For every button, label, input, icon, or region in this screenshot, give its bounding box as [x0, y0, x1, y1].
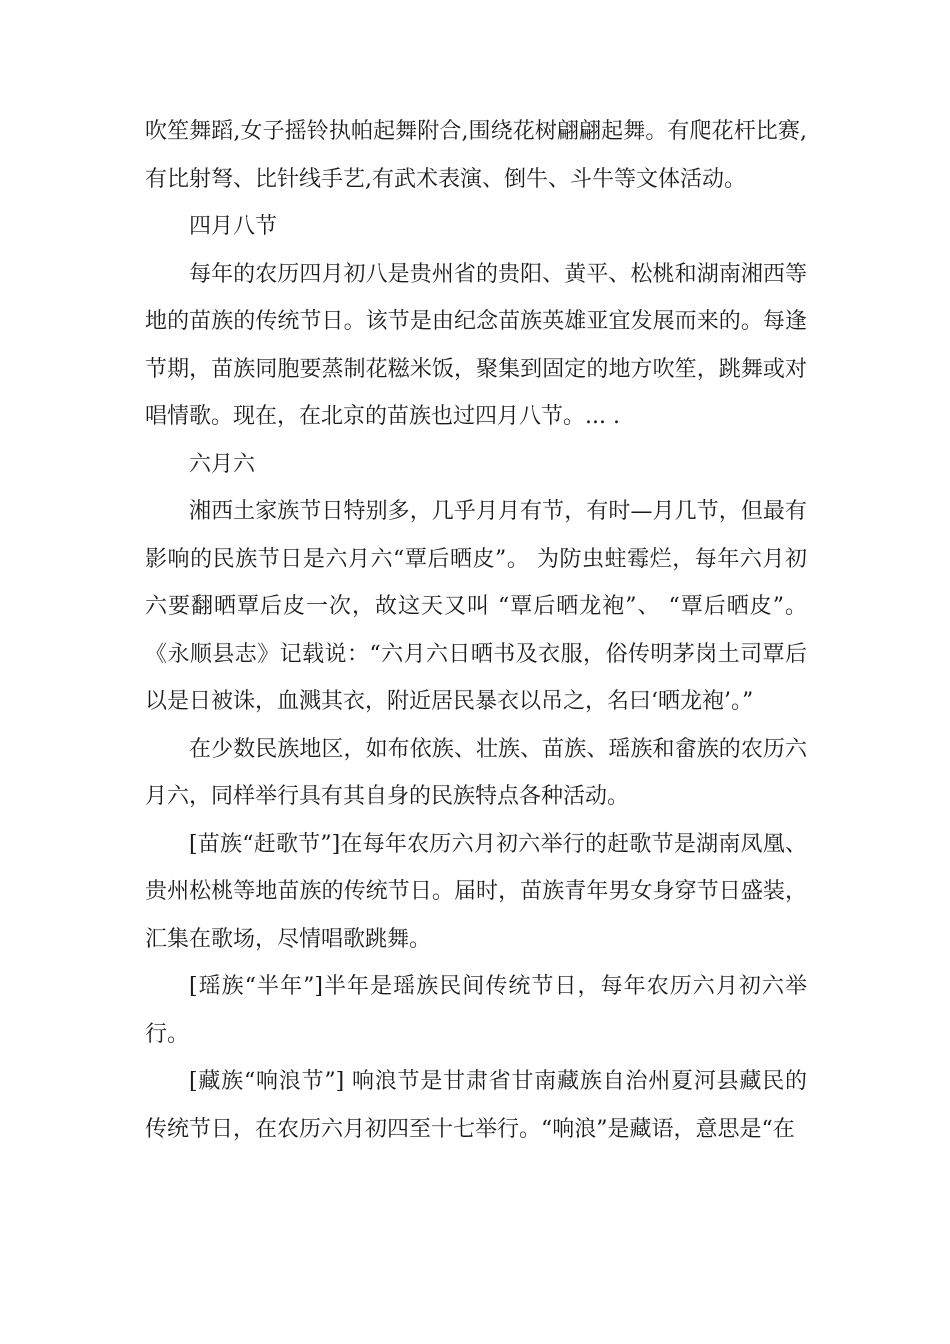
paragraph-miao-song-festival: [苗族“赶歌节”]在每年农历六月初六举行的赶歌节是湖南凤凰、贵州松桃等地苗族的传统节日。届时，苗族青年男女身穿节日盛装，汇集在歌场，尽情唱歌跳舞。 — [145, 831, 807, 952]
paragraph-tujia-june-sixth: 湘西土家族节日特别多，几乎月月有节，有时—月几节，但最有影响的民族节日是六月六“覃后晒皮”。 为防虫蛀霉烂，每年六月初六要翻晒覃后皮一次，故这天又叫 “覃后晒龙袍”、 “覃后晒皮”。《永顺县志》记载说：“六月六日晒书及衣服，俗传明茅岗土司覃后以是日被诛，血溅其衣，附近居民暴衣以吊之，名曰‘晒龙袍’。” — [145, 499, 807, 714]
heading-june-sixth: 六月六 — [189, 451, 256, 477]
paragraph-minority-june-sixth: 在少数民族地区，如布依族、壮族、苗族、瑶族和畲族的农历六月六，同样举行具有其自身的民族特点各种活动。 — [145, 736, 807, 809]
document-page — [145, 108, 807, 1153]
paragraph-festival-activities: 吹笙舞蹈,女子摇铃执帕起舞附合,围绕花树翩翩起舞。有爬花杆比赛,有比射弩、比针线手艺,有武术表演、倒牛、斗牛等文体活动。 — [145, 119, 807, 192]
heading-april-eighth: 四月八节 — [189, 214, 278, 239]
paragraph-tibetan-xianglang: [藏族“响浪节”] 响浪节是甘肃省甘南藏族自治州夏河县藏民的传统节日，在农历六月初四至十七举行。“响浪”是藏语，意思是“在 — [145, 1069, 807, 1142]
paragraph-yao-half-year: [瑶族“半年”]半年是瑶族民间传统节日，每年农历六月初六举行。 — [145, 974, 807, 1047]
paragraph-april-eighth: 每年的农历四月初八是贵州省的贵阳、黄平、松桃和湖南湘西等地的苗族的传统节日。该节是由纪念苗族英雄亚宜发展而来的。每逢节期，苗族同胞要蒸制花糍米饭，聚集到固定的地方吹笙，跳舞或对唱情歌。现在，在北京的苗族也过四月八节。... . — [145, 261, 807, 429]
